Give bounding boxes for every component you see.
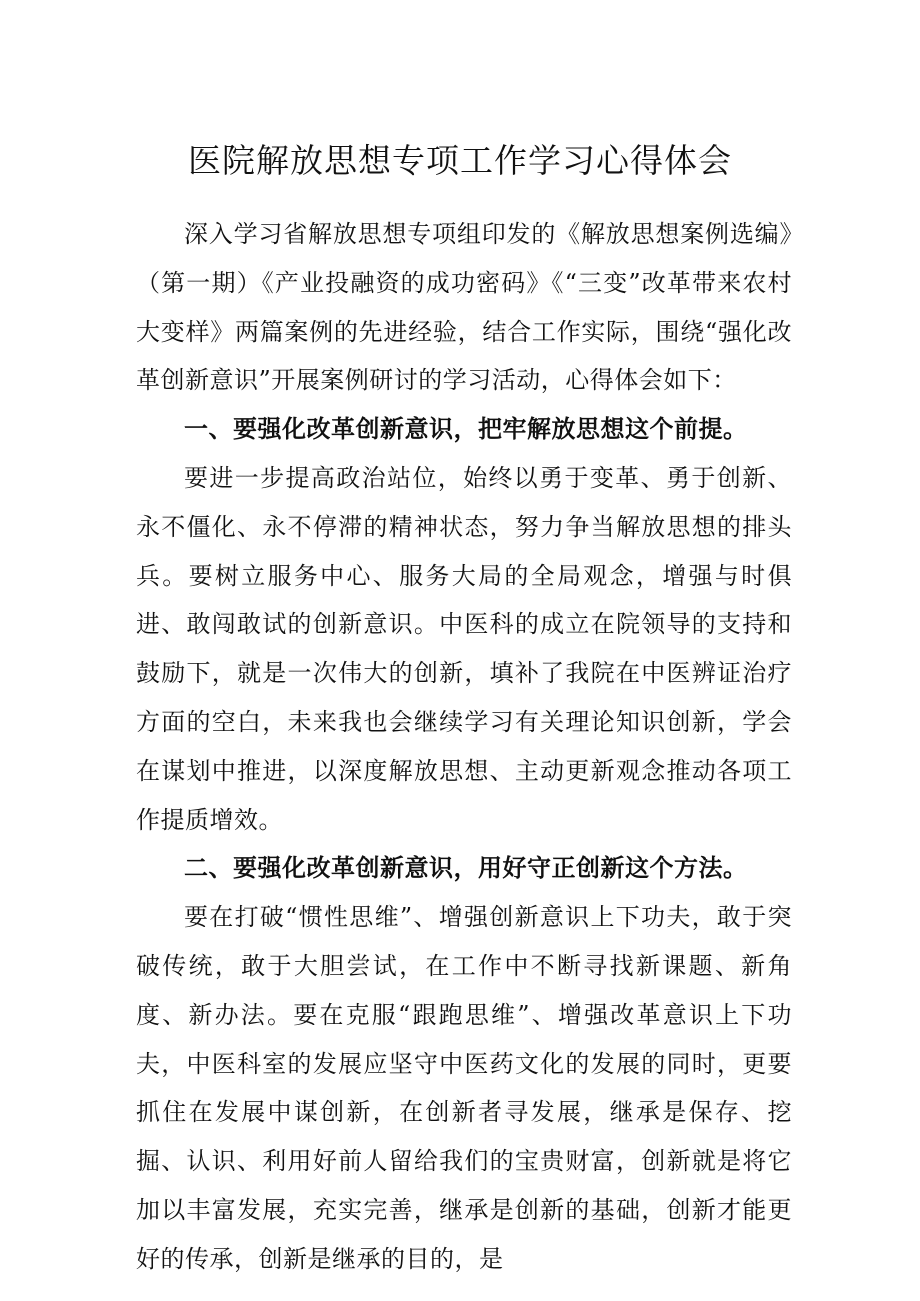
intro-paragraph: 深入学习省解放思想专项组印发的《解放思想案例选编》（第一期）《产业投融资的成功密码》《“三变”改革带来农村大变样》两篇案例的先进经验，结合工作实际，围绕“强化改革创新意识”开展案例研讨的学习活动，心得体会如下： xyxy=(136,220,792,395)
document-title: 医院解放思想专项工作学习心得体会 xyxy=(188,141,732,180)
section-2-paragraph: 要在打破“惯性思维”、增强创新意识上下功夫，敢于突破传统，敢于大胆尝试，在工作中不断寻找新课题、新角度、新办法。要在克服“跟跑思维”、增强改革意识上下功夫，中医科室的发展应坚守中医药文化的发展的同时，更要抓住在发展中谋创新，在创新者寻发展，继承是保存、挖掘、认识、利用好前人留给我们的宝贵财富，创新就是将它加以丰富发展，充实完善，继承是创新的基础，创新才能更好的传承，创新是继承的目的，是 xyxy=(136,903,792,1273)
section-1-heading: 一、要强化改革创新意识，把牢解放思想这个前提。 xyxy=(184,415,748,444)
section-2-heading: 二、要强化改革创新意识，用好守正创新这个方法。 xyxy=(184,854,748,883)
section-1-paragraph: 要进一步提高政治站位，始终以勇于变革、勇于创新、永不僵化、永不停滞的精神状态，努力争当解放思想的排头兵。要树立服务中心、服务大局的全局观念，增强与时俱进、敢闯敢试的创新意识。中医科的成立在院领导的支持和鼓励下，就是一次伟大的创新，填补了我院在中医辨证治疗方面的空白，未来我也会继续学习有关理论知识创新，学会在谋划中推进，以深度解放思想、主动更新观念推动各项工作提质增效。 xyxy=(136,463,792,834)
document-body xyxy=(136,210,792,1284)
